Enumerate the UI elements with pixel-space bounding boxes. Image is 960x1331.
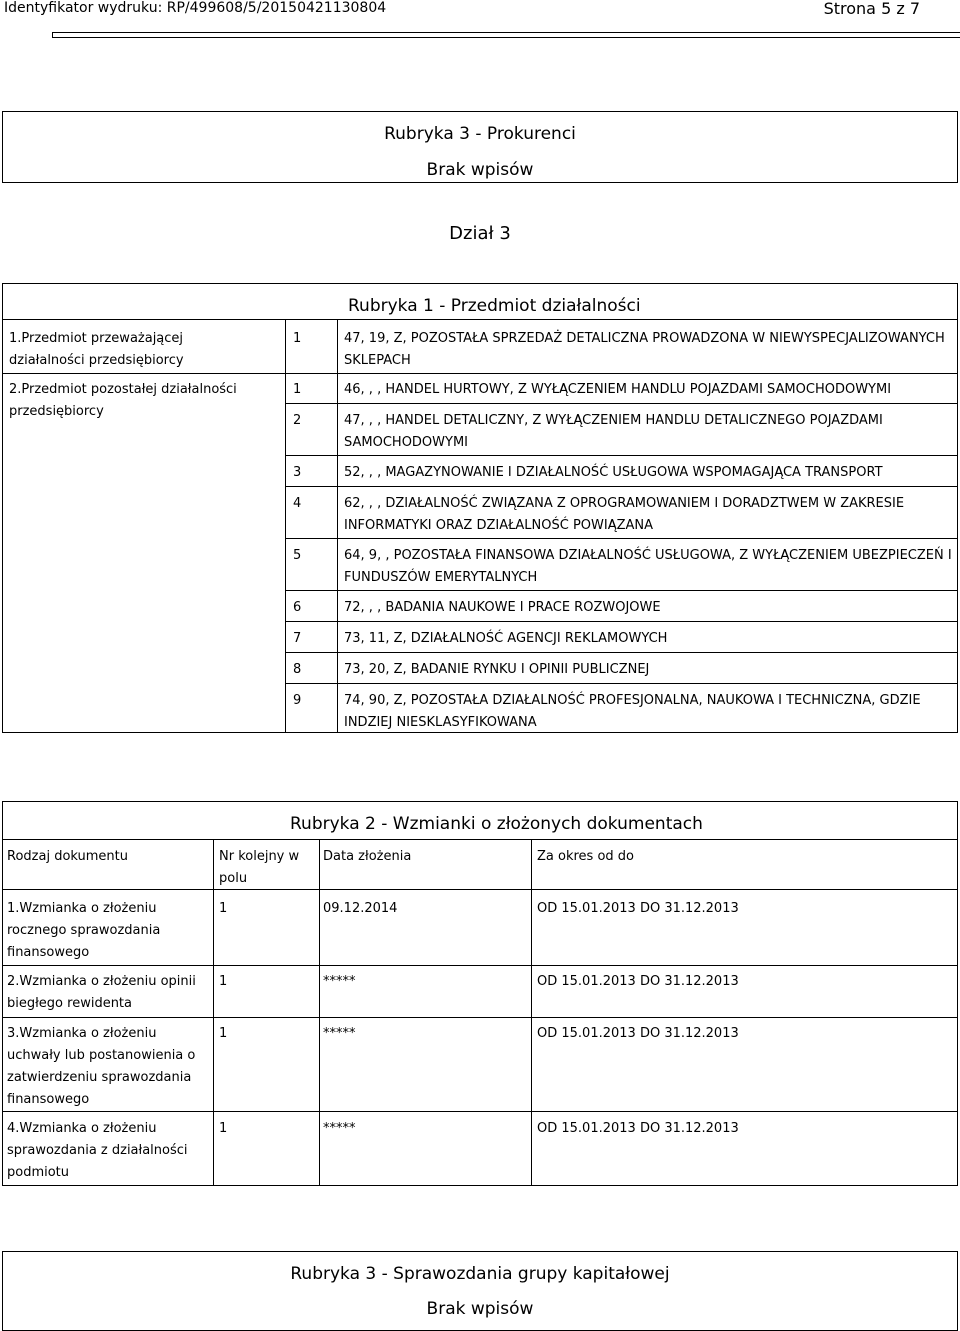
- item-text: 62, , , DZIAŁALNOŚĆ ZWIĄZANA Z OPROGRAMOWANIEM I DORADZTWEM W ZAKRESIE INFORMATYKI ORAZ DZIAŁALNOŚĆ POWIĄZANA: [344, 496, 905, 533]
- table-cell-doc-type: 4.Wzmianka o złożeniu sprawozdania z działalności podmiotu: [7, 1121, 188, 1180]
- item-text: 74, 90, Z, POZOSTAŁA DZIAŁALNOŚĆ PROFESJONALNA, NAUKOWA I TECHNICZNA, GDZIE INDZIEJ NIESKLASYFIKOWANA: [344, 693, 921, 730]
- wzmianki-title: Rubryka 2 - Wzmianki o złożonych dokumentach: [290, 814, 703, 834]
- row-divider: [285, 538, 957, 539]
- header-period: Za okres od do: [537, 849, 634, 864]
- row-divider: [285, 590, 957, 591]
- section-divider: [3, 373, 957, 374]
- dzial-title: Dział 3: [449, 223, 511, 244]
- table-cell-doc-type: 3.Wzmianka o złożeniu uchwały lub postanowienia o zatwierdzeniu sprawozdania finansowego: [7, 1026, 196, 1107]
- item-number: 1: [293, 331, 302, 346]
- grupy-empty: Brak wpisów: [426, 1299, 534, 1319]
- row-divider: [285, 683, 957, 684]
- prokurenci-title: Rubryka 3 - Prokurenci: [384, 124, 576, 144]
- table-cell-period: OD 15.01.2013 DO 31.12.2013: [537, 1121, 739, 1136]
- table-top-border: [3, 839, 957, 840]
- prokurenci-section: [2, 111, 958, 183]
- table-cell-date: *****: [323, 1026, 356, 1041]
- row-divider: [285, 455, 957, 456]
- header-bar: [52, 32, 960, 38]
- header-divider: [3, 889, 957, 890]
- item-number: 9: [293, 693, 302, 708]
- row-divider: [3, 1111, 957, 1112]
- item-number: 6: [293, 600, 302, 615]
- item-number: 3: [293, 465, 302, 480]
- header-doc-type: Rodzaj dokumentu: [7, 849, 128, 864]
- main-activity-label: 1.Przedmiot przeważającej działalności przedsiębiorcy: [9, 331, 184, 368]
- item-text: 46, , , HANDEL HURTOWY, Z WYŁĄCZENIEM HANDLU POJAZDAMI SAMOCHODOWYMI: [344, 382, 892, 397]
- item-text: 73, 20, Z, BADANIE RYNKU I OPINII PUBLICZNEJ: [344, 662, 650, 677]
- przedmiot-section: [2, 283, 958, 733]
- prokurenci-empty: Brak wpisów: [426, 160, 534, 180]
- table-cell-number: 1: [219, 901, 228, 916]
- item-text: 64, 9, , POZOSTAŁA FINANSOWA DZIAŁALNOŚĆ USŁUGOWA, Z WYŁĄCZENIEM UBEZPIECZEŃ I FUNDUSZÓW EMERYTALNYCH: [344, 548, 952, 585]
- other-activity-label: 2.Przedmiot pozostałej działalności przedsiębiorcy: [9, 382, 237, 419]
- row-divider: [285, 652, 957, 653]
- wzmianki-section: [2, 801, 958, 1186]
- row-divider: [3, 965, 957, 966]
- print-identifier: Identyfikator wydruku: RP/499608/5/20150421130804: [4, 0, 387, 16]
- table-cell-doc-type: 2.Wzmianka o złożeniu opinii biegłego rewidenta: [7, 974, 196, 1011]
- item-number: 7: [293, 631, 302, 646]
- table-cell-doc-type: 1.Wzmianka o złożeniu rocznego sprawozdania finansowego: [7, 901, 161, 960]
- item-number: 5: [293, 548, 302, 563]
- col-divider: [531, 839, 532, 1185]
- page-number: Strona 5 z 7: [823, 0, 920, 18]
- col-divider: [213, 839, 214, 1185]
- header-date: Data złożenia: [323, 849, 412, 864]
- item-text: 47, 19, Z, POZOSTAŁA SPRZEDAŻ DETALICZNA PROWADZONA W NIEWYSPECJALIZOWANYCH SKLEPACH: [344, 331, 945, 368]
- item-text: 73, 11, Z, DZIAŁALNOŚĆ AGENCJI REKLAMOWYCH: [344, 631, 668, 646]
- row-divider: [285, 486, 957, 487]
- table-cell-date: *****: [323, 1121, 356, 1136]
- grupy-section: [2, 1251, 958, 1331]
- table-cell-number: 1: [219, 1121, 228, 1136]
- item-number: 1: [293, 382, 302, 397]
- table-cell-number: 1: [219, 974, 228, 989]
- col-divider: [319, 839, 320, 1185]
- row-divider: [3, 1017, 957, 1018]
- table-cell-period: OD 15.01.2013 DO 31.12.2013: [537, 1026, 739, 1041]
- item-number: 8: [293, 662, 302, 677]
- header-number: Nr kolejny w polu: [219, 849, 300, 886]
- number-divider: [337, 319, 338, 733]
- grupy-title: Rubryka 3 - Sprawozdania grupy kapitałowej: [290, 1264, 670, 1284]
- table-cell-number: 1: [219, 1026, 228, 1041]
- item-number: 2: [293, 413, 302, 428]
- item-text: 72, , , BADANIA NAUKOWE I PRACE ROZWOJOWE: [344, 600, 661, 615]
- section-divider: [3, 319, 957, 320]
- row-divider: [285, 621, 957, 622]
- table-cell-period: OD 15.01.2013 DO 31.12.2013: [537, 901, 739, 916]
- table-cell-date: *****: [323, 974, 356, 989]
- item-number: 4: [293, 496, 302, 511]
- item-text: 52, , , MAGAZYNOWANIE I DZIAŁALNOŚĆ USŁUGOWA WSPOMAGAJĄCA TRANSPORT: [344, 465, 883, 480]
- table-cell-period: OD 15.01.2013 DO 31.12.2013: [537, 974, 739, 989]
- row-divider: [285, 403, 957, 404]
- przedmiot-title: Rubryka 1 - Przedmiot działalności: [348, 296, 641, 316]
- table-cell-date: 09.12.2014: [323, 901, 398, 916]
- column-divider: [285, 319, 286, 733]
- item-text: 47, , , HANDEL DETALICZNY, Z WYŁĄCZENIEM HANDLU DETALICZNEGO POJAZDAMI SAMOCHODOWYMI: [344, 413, 883, 450]
